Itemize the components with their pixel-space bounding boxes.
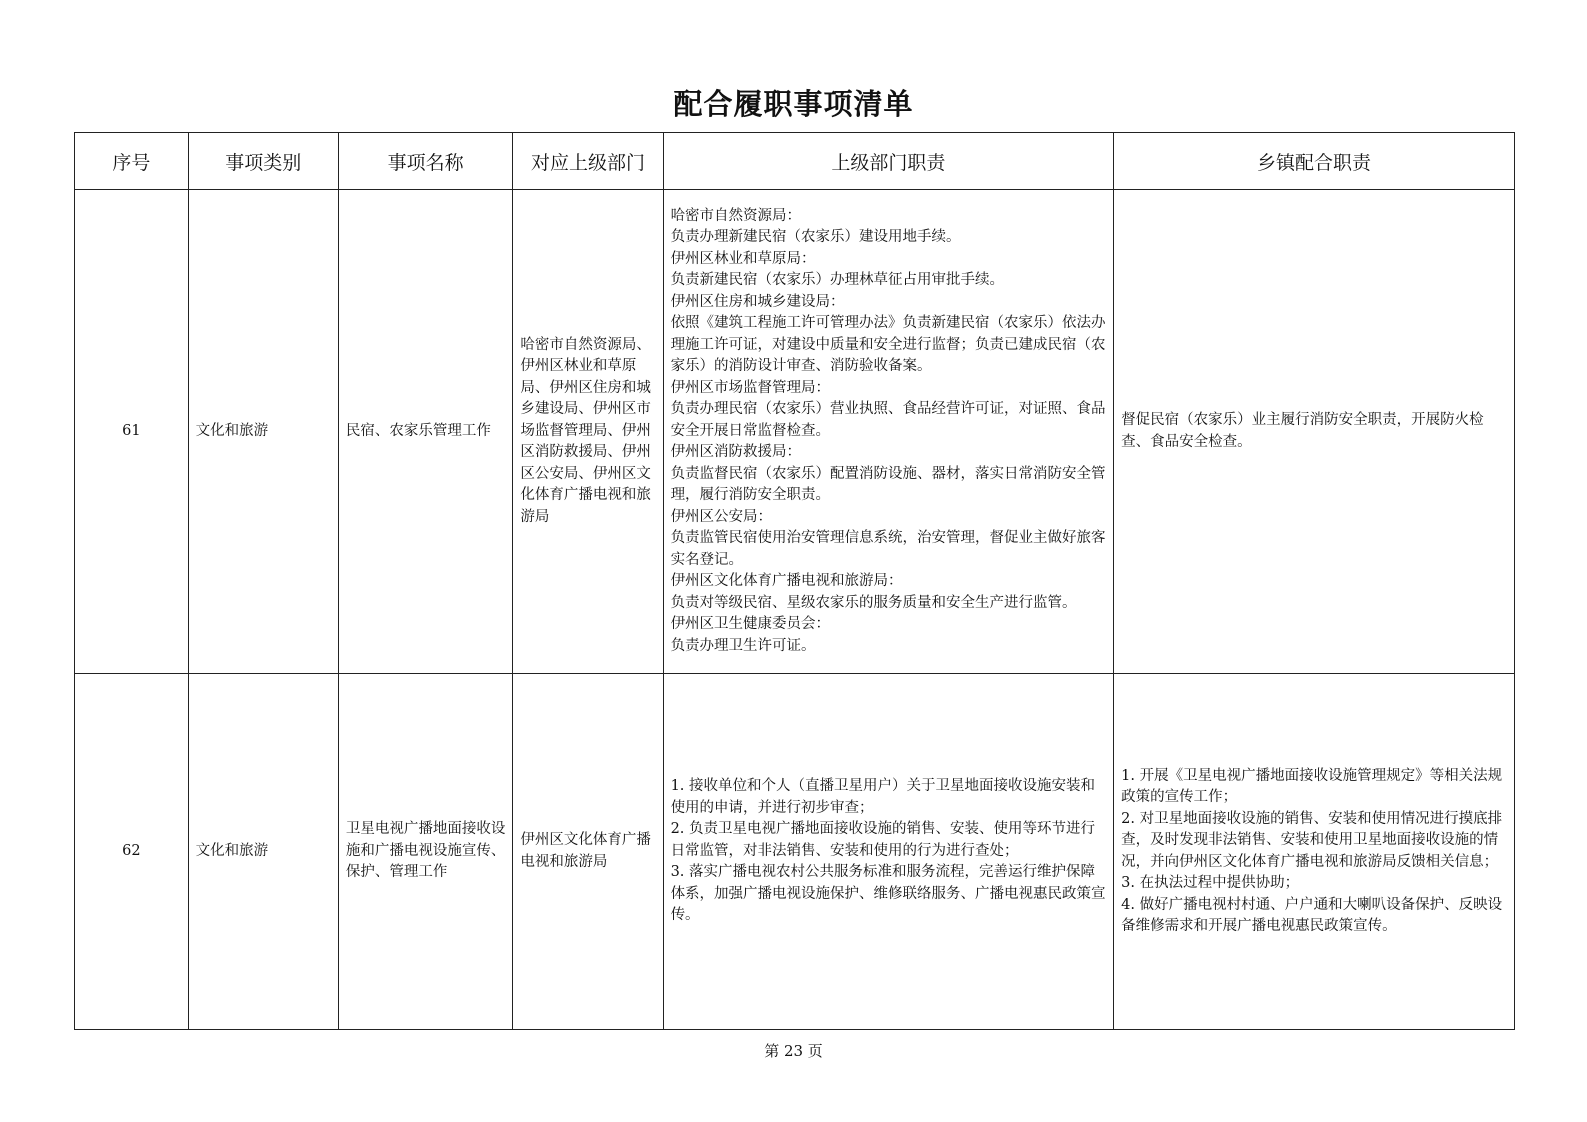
duty-line: 伊州区公安局： — [670, 508, 773, 525]
row-category: 文化和旅游 — [188, 674, 338, 1030]
table-row — [75, 674, 1515, 1030]
duty-line: 伊州区卫生健康委员会： — [670, 616, 831, 633]
duty-line: 1. 接收单位和个人（直播卫星用户）关于卫星地面接收设施安装和使用的申请，并进行初步审查； — [670, 778, 1096, 816]
col-header-no: 序号 — [75, 133, 189, 190]
duty-line: 负责办理民宿（农家乐）营业执照、食品经营许可证，对证照、食品安全开展日常监督检查。 — [670, 401, 1106, 439]
row-duties — [663, 674, 1114, 1030]
duty-line: 2. 负责卫星电视广播地面接收设施的销售、安装、使用等环节进行日常监管，对非法销售、安装和使用的行为进行查处； — [670, 821, 1096, 859]
table-row — [75, 190, 1515, 674]
duty-line: 负责办理新建民宿（农家乐）建设用地手续。 — [670, 229, 961, 246]
duty-line: 依照《建筑工程施工许可管理办法》负责新建民宿（农家乐）依法办理施工许可证，对建设中质量和安全进行监督；负责已建成民宿（农家乐）的消防设计审查、消防验收备案。 — [670, 315, 1106, 375]
duty-line: 哈密市自然资源局： — [670, 207, 802, 224]
duty-line: 负责对等级民宿、星级农家乐的服务质量和安全生产进行监管。 — [670, 594, 1077, 611]
duty-table — [74, 132, 1515, 1030]
row-dept: 伊州区文化体育广播电视和旅游局 — [513, 674, 663, 1030]
col-header-dept: 对应上级部门 — [513, 133, 663, 190]
duty-line: 伊州区住房和城乡建设局： — [670, 293, 845, 310]
duty-line: 负责监管民宿使用治安管理信息系统，治安管理，督促业主做好旅客实名登记。 — [670, 530, 1106, 568]
col-header-category: 事项类别 — [188, 133, 338, 190]
town-duty-line: 4. 做好广播电视村村通、户户通和大喇叭设备保护、反映设备维修需求和开展广播电视惠民政策宣传。 — [1121, 896, 1503, 934]
row-item-name: 民宿、农家乐管理工作 — [338, 190, 513, 674]
col-header-duties: 上级部门职责 — [663, 133, 1114, 190]
duty-line: 3. 落实广播电视农村公共服务标准和服务流程，完善运行维护保障体系，加强广播电视设施保护、维修联络服务、广播电视惠民政策宣传。 — [670, 864, 1106, 924]
table-header-row — [75, 133, 1515, 190]
duty-line: 伊州区消防救援局： — [670, 444, 802, 461]
col-header-name: 事项名称 — [338, 133, 513, 190]
town-duty-line: 3. 在执法过程中提供协助； — [1121, 875, 1300, 891]
row-item-name: 卫星电视广播地面接收设施和广播电视设施宣传、保护、管理工作 — [338, 674, 513, 1030]
duty-line: 负责办理卫生许可证。 — [670, 637, 816, 654]
town-duty-line: 1. 开展《卫星电视广播地面接收设施管理规定》等相关法规政策的宣传工作； — [1121, 767, 1503, 805]
page-number: 第 23 页 — [764, 1042, 823, 1060]
row-duties — [663, 190, 1114, 674]
duty-line: 伊州区文化体育广播电视和旅游局： — [670, 573, 903, 590]
town-duty-line: 督促民宿（农家乐）业主履行消防安全职责，开展防火检查、食品安全检查。 — [1121, 412, 1484, 450]
row-number: 61 — [75, 190, 189, 674]
row-town-duties — [1114, 190, 1515, 674]
row-number: 62 — [75, 674, 189, 1030]
duty-line: 伊州区林业和草原局： — [670, 250, 816, 267]
duty-line: 负责监督民宿（农家乐）配置消防设施、器材，落实日常消防安全管理，履行消防安全职责。 — [670, 465, 1106, 504]
row-town-duties — [1114, 674, 1515, 1030]
duty-line: 负责新建民宿（农家乐）办理林草征占用审批手续。 — [670, 272, 1005, 289]
duty-line: 伊州区市场监督管理局： — [670, 379, 831, 396]
col-header-town: 乡镇配合职责 — [1114, 133, 1515, 190]
row-dept: 哈密市自然资源局、伊州区林业和草原局、伊州区住房和城乡建设局、伊州区市场监督管理局、伊州区消防救援局、伊州区公安局、伊州区文化体育广播电视和旅游局 — [513, 190, 663, 674]
page-title: 配合履职事项清单 — [673, 87, 914, 121]
town-duty-line: 2. 对卫星地面接收设施的销售、安装和使用情况进行摸底排查，及时发现非法销售、安装和使用卫星地面接收设施的情况，并向伊州区文化体育广播电视和旅游局反馈相关信息； — [1121, 810, 1503, 870]
row-category: 文化和旅游 — [188, 190, 338, 674]
